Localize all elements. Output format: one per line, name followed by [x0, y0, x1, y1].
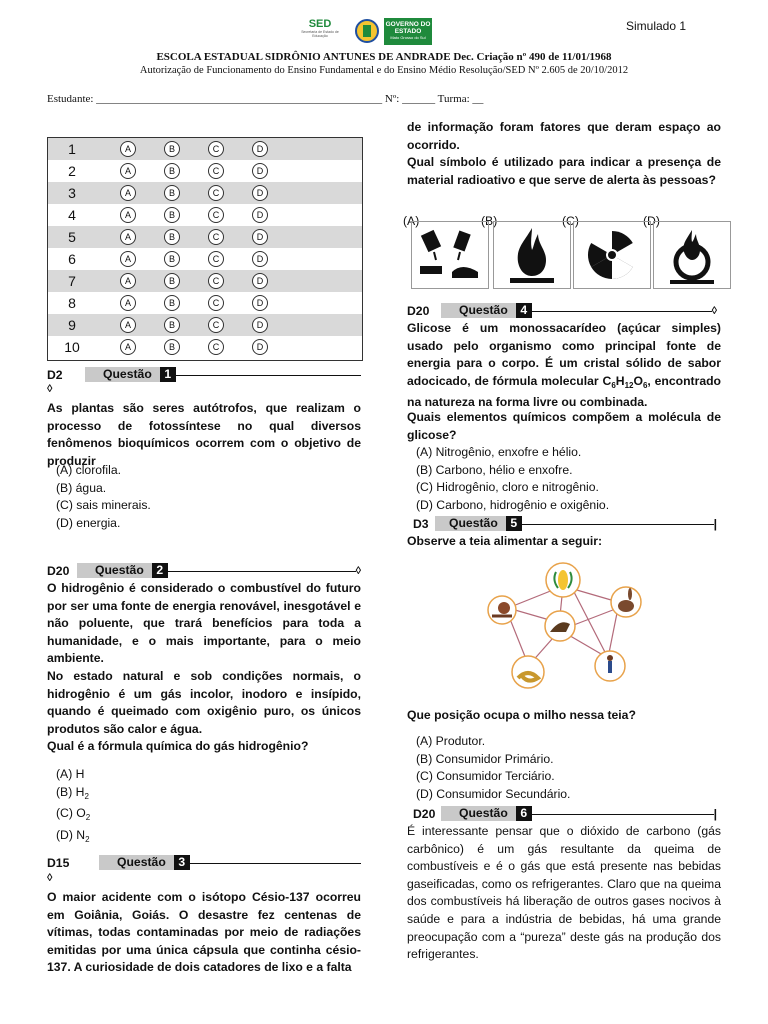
- answer-bubble-d[interactable]: D: [252, 295, 268, 311]
- answer-bubble-a[interactable]: A: [120, 141, 136, 157]
- answer-bubble-c[interactable]: C: [208, 339, 224, 355]
- q5-option-b[interactable]: (B) Consumidor Primário.: [416, 751, 554, 766]
- q2-option-c-text: (C) O: [56, 806, 86, 821]
- answer-bubble-d[interactable]: D: [252, 273, 268, 289]
- school-title: ESCOLA ESTADUAL SIDRÔNIO ANTUNES DE ANDRADE Dec. Criação nº 490 de 11/01/1968: [156, 51, 612, 63]
- answer-bubble-d[interactable]: D: [252, 141, 268, 157]
- answer-bubble-c[interactable]: C: [208, 273, 224, 289]
- q3-label-a[interactable]: (A): [403, 214, 420, 228]
- food-web-diagram: [478, 558, 668, 698]
- answer-row: [48, 226, 362, 248]
- q4-formula-o: O: [633, 373, 643, 388]
- answer-bubble-a[interactable]: A: [120, 251, 136, 267]
- q1-option-c[interactable]: (C) sais minerais.: [56, 498, 151, 513]
- answer-bubble-d[interactable]: D: [252, 163, 268, 179]
- answer-sheet: [47, 137, 363, 361]
- q3-paragraph-1-continued: de informação foram fatores que deram espaço ao ocorrido.: [407, 120, 721, 152]
- q4-formula-h: H: [615, 373, 625, 388]
- answer-bubble-b[interactable]: B: [164, 295, 180, 311]
- q4-diamond: ◊: [711, 304, 717, 317]
- q2-option-b-subscript: 2: [84, 791, 89, 801]
- answer-row-number: 6: [68, 251, 76, 267]
- q5-paragraph-2: Que posição ocupa o milho nessa teia?: [407, 708, 636, 722]
- governo-logo-sub: Mato Grosso do Sul: [390, 35, 426, 40]
- answer-row-number: 5: [68, 229, 76, 245]
- q5-end-mark: |: [713, 516, 717, 531]
- q4-option-c[interactable]: (C) Hidrogênio, cloro e nitrogênio.: [416, 480, 599, 495]
- answer-bubble-b[interactable]: B: [164, 251, 180, 267]
- q2-diamond: ◊: [355, 564, 361, 577]
- q4-text-part-2: , encontrado na natureza na forma livre ou combinada.: [407, 373, 722, 410]
- answer-bubble-b[interactable]: B: [164, 317, 180, 333]
- q4-rule: [532, 311, 712, 312]
- answer-bubble-d[interactable]: D: [252, 229, 268, 245]
- q2-option-a[interactable]: [56, 766, 90, 784]
- answer-bubble-b[interactable]: B: [164, 229, 180, 245]
- answer-row: [48, 160, 362, 182]
- q2-paragraph-1: O hidrogênio é considerado o combustível do futuro por ser uma fonte de energia renovável, inesgotável e não poluente, que trará benefícios para toda a humanidade, e o mais importante, para o meio ambiente.: [47, 581, 361, 666]
- answer-row: [48, 204, 362, 226]
- governo-logo-text: GOVERNO DO ESTADO: [385, 21, 431, 35]
- q3-rule: [190, 863, 361, 864]
- q4-text-part-1: Glicose é um monossacarídeo (açúcar simples) usado pelo organismo como principal fonte de energia para o corpo. É um cristal sólido de sabor adocicado, de fórmula molecular C: [407, 321, 721, 388]
- q4-paragraph-2: Quais elementos químicos compõem a molécula de glicose?: [407, 410, 721, 442]
- q6-paragraph-1: É interessante pensar que o dióxido de carbono (gás carbônico) é um gás resultante da queima de combustíveis e é o gás que está presente nas bebidas gaseificadas, como os refrigerantes. Claro que na queima dos combustíveis há liberação de outros gases nocivos à saúde e para a indústria de bebidas, há uma grande preocupação com a “pureza” deste gás na produção dos refrigerantes.: [407, 824, 721, 962]
- q4-label: Questão: [441, 303, 516, 318]
- answer-bubble-a[interactable]: A: [120, 163, 136, 179]
- answer-bubble-c[interactable]: C: [208, 229, 224, 245]
- q2-number: 2: [152, 563, 168, 578]
- question-4-header: [407, 303, 717, 318]
- answer-bubble-a[interactable]: A: [120, 185, 136, 201]
- answer-bubble-b[interactable]: B: [164, 185, 180, 201]
- answer-row: [48, 248, 362, 270]
- answer-row: [48, 292, 362, 314]
- q2-option-a-text: (A) H: [56, 767, 85, 781]
- q2-text: [47, 580, 361, 756]
- simulado-label: Simulado 1: [626, 19, 687, 33]
- q1-label: Questão: [85, 367, 160, 382]
- q5-number: 5: [506, 516, 522, 531]
- answer-bubble-b[interactable]: B: [164, 141, 180, 157]
- q1-options: [56, 462, 151, 532]
- answer-row: [48, 314, 362, 336]
- answer-row: [48, 182, 362, 204]
- answer-bubble-d[interactable]: D: [252, 317, 268, 333]
- answer-row-number: 2: [68, 163, 76, 179]
- q3-label-d[interactable]: (D): [643, 214, 660, 228]
- answer-row-number: 9: [68, 317, 76, 333]
- q4-options: [416, 444, 609, 514]
- answer-row-number: 3: [68, 185, 76, 201]
- q5-option-d[interactable]: (D) Consumidor Secundário.: [416, 786, 571, 801]
- q4-option-b[interactable]: (B) Carbono, hélio e enxofre.: [416, 462, 573, 477]
- q2-option-d[interactable]: [56, 827, 90, 849]
- q4-formula-h-sub: 12: [624, 380, 634, 390]
- question-2-header: [47, 563, 361, 578]
- answer-bubble-c[interactable]: C: [208, 141, 224, 157]
- q5-label: Questão: [435, 516, 506, 531]
- authorization-line: Autorização de Funcionamento do Ensino Fundamental e do Ensino Médio Resolução/SED Nº 2.605 de 20/10/2012: [139, 65, 629, 76]
- answer-row-number: 4: [68, 207, 76, 223]
- q4-paragraph-1: [407, 320, 721, 412]
- answer-row: [48, 336, 362, 358]
- q3-code: D15: [47, 855, 70, 870]
- flammable-hazard-icon[interactable]: [493, 221, 571, 289]
- q2-option-c-subscript: 2: [85, 813, 91, 823]
- q2-option-b-text: (B) H: [56, 784, 85, 799]
- corn-icon: [546, 563, 580, 597]
- sed-logo-text: SED: [308, 18, 332, 30]
- radioactive-hazard-icon[interactable]: [573, 221, 651, 289]
- q3-label: Questão: [99, 855, 174, 870]
- q3-paragraph-2: Qual símbolo é utilizado para indicar a presença de material radioativo e que serve de alerta às pessoas?: [407, 155, 721, 187]
- answer-bubble-c[interactable]: C: [208, 295, 224, 311]
- answer-bubble-b[interactable]: B: [164, 339, 180, 355]
- q4-formula-o-sub: 6: [642, 380, 648, 390]
- q2-paragraph-2: No estado natural e sob condições normais, o hidrogênio é um gás incolor, inodoro e insípido, quando é queimado com oxigênio puro, os únicos produtos são calor e água.: [47, 668, 361, 736]
- q4-formula-c-sub: 6: [611, 380, 616, 390]
- answer-bubble-a[interactable]: A: [120, 207, 136, 223]
- sed-logo: [296, 18, 344, 44]
- q6-end-mark: |: [713, 806, 717, 821]
- answer-bubble-c[interactable]: C: [208, 207, 224, 223]
- q1-code: D2: [47, 367, 63, 382]
- answer-bubble-a[interactable]: A: [120, 273, 136, 289]
- q2-option-c[interactable]: [56, 805, 90, 827]
- governo-logo: [384, 18, 432, 45]
- answer-bubble-d[interactable]: D: [252, 339, 268, 355]
- q5-option-c[interactable]: (C) Consumidor Terciário.: [416, 769, 555, 784]
- answer-row-number: 7: [68, 273, 76, 289]
- q4-code: D20: [407, 303, 430, 318]
- q5-options: [416, 733, 570, 803]
- q2-code: D20: [47, 563, 70, 578]
- q5-option-a[interactable]: (A) Produtor.: [416, 734, 486, 748]
- answer-bubble-b[interactable]: B: [164, 207, 180, 223]
- student-line[interactable]: Estudante: ____________________________________________________ Nº: ______ Turma: __: [47, 93, 484, 105]
- answer-bubble-b[interactable]: B: [164, 273, 180, 289]
- q6-label: Questão: [441, 806, 516, 821]
- q2-options: [56, 766, 90, 848]
- q3-number: 3: [174, 855, 190, 870]
- question-6-header: [413, 806, 717, 821]
- q5-paragraph-1: Observe a teia alimentar a seguir:: [407, 534, 603, 548]
- answer-row-number: 1: [68, 141, 76, 157]
- answer-bubble-c[interactable]: C: [208, 185, 224, 201]
- answer-bubble-c[interactable]: C: [208, 317, 224, 333]
- q1-text: As plantas são seres autótrofos, que realizam o processo de fotossíntese no qual diversos fenômenos bioquímicos ocorrem com o objetivo de produzir: [47, 401, 361, 468]
- q3-paragraph-1: O maior acidente com o isótopo Césio-137 ocorreu em Goiânia, Goiás. O desastre fez centenas de vítimas, todas contaminadas por meio de radiações emitidas por uma única cápsula que continha césio-137. A curiosidade de dois catadores de lixo e a falta: [47, 890, 361, 975]
- question-3-header: [47, 855, 361, 870]
- q2-option-d-text: (D) N: [56, 827, 86, 842]
- question-1-header: [47, 367, 361, 382]
- q6-number: 6: [516, 806, 532, 821]
- corrosive-hazard-icon[interactable]: [411, 221, 489, 289]
- sed-logo-sub: Secretaria de Estado de Educação: [301, 30, 339, 38]
- answer-row: [48, 138, 362, 160]
- answer-bubble-a[interactable]: A: [120, 229, 136, 245]
- q2-option-b[interactable]: [56, 784, 90, 806]
- bird-icon: [545, 611, 575, 641]
- oxidizing-hazard-icon[interactable]: [653, 221, 731, 289]
- q3-label-c[interactable]: (C): [562, 214, 579, 228]
- answer-bubble-d[interactable]: D: [252, 207, 268, 223]
- q2-option-d-subscript: 2: [85, 834, 90, 844]
- answer-bubble-a[interactable]: A: [120, 339, 136, 355]
- answer-bubble-b[interactable]: B: [164, 163, 180, 179]
- answer-row-number: 8: [68, 295, 76, 311]
- rabbit-icon: [611, 587, 641, 617]
- q4-option-d[interactable]: (D) Carbono, hidrogênio e oxigênio.: [416, 497, 610, 512]
- q5-code: D3: [413, 516, 429, 531]
- answer-bubble-c[interactable]: C: [208, 163, 224, 179]
- answer-row-number: 10: [64, 339, 80, 355]
- q1-number: 1: [160, 367, 176, 382]
- q6-code: D20: [413, 806, 436, 821]
- q1-rule: [176, 375, 361, 376]
- answer-bubble-a[interactable]: A: [120, 317, 136, 333]
- snail-icon: [488, 596, 516, 624]
- answer-row: [48, 270, 362, 292]
- q3-symbols: [403, 213, 723, 293]
- snake-icon: [512, 656, 544, 688]
- q1-option-b[interactable]: (B) água.: [56, 480, 107, 495]
- answer-bubble-d[interactable]: D: [252, 251, 268, 267]
- q4-number: 4: [516, 303, 532, 318]
- q2-rule: [168, 571, 356, 572]
- answer-bubble-d[interactable]: D: [252, 185, 268, 201]
- q3-diamond: ◊: [47, 872, 53, 884]
- q2-label: Questão: [77, 563, 152, 578]
- q1-option-a[interactable]: (A) clorofila.: [56, 463, 122, 477]
- state-coat-of-arms-icon: [354, 17, 380, 45]
- q2-paragraph-3: Qual é a fórmula química do gás hidrogênio?: [47, 739, 309, 754]
- answer-bubble-c[interactable]: C: [208, 251, 224, 267]
- q1-option-d[interactable]: (D) energia.: [56, 515, 121, 530]
- q1-diamond: ◊: [47, 383, 53, 395]
- q5-rule: [522, 524, 714, 525]
- question-5-header: [413, 516, 717, 531]
- q6-rule: [532, 814, 714, 815]
- q4-option-a[interactable]: (A) Nitrogênio, enxofre e hélio.: [416, 445, 582, 459]
- human-icon: [595, 651, 625, 681]
- q3-label-b[interactable]: (B): [481, 214, 498, 228]
- answer-bubble-a[interactable]: A: [120, 295, 136, 311]
